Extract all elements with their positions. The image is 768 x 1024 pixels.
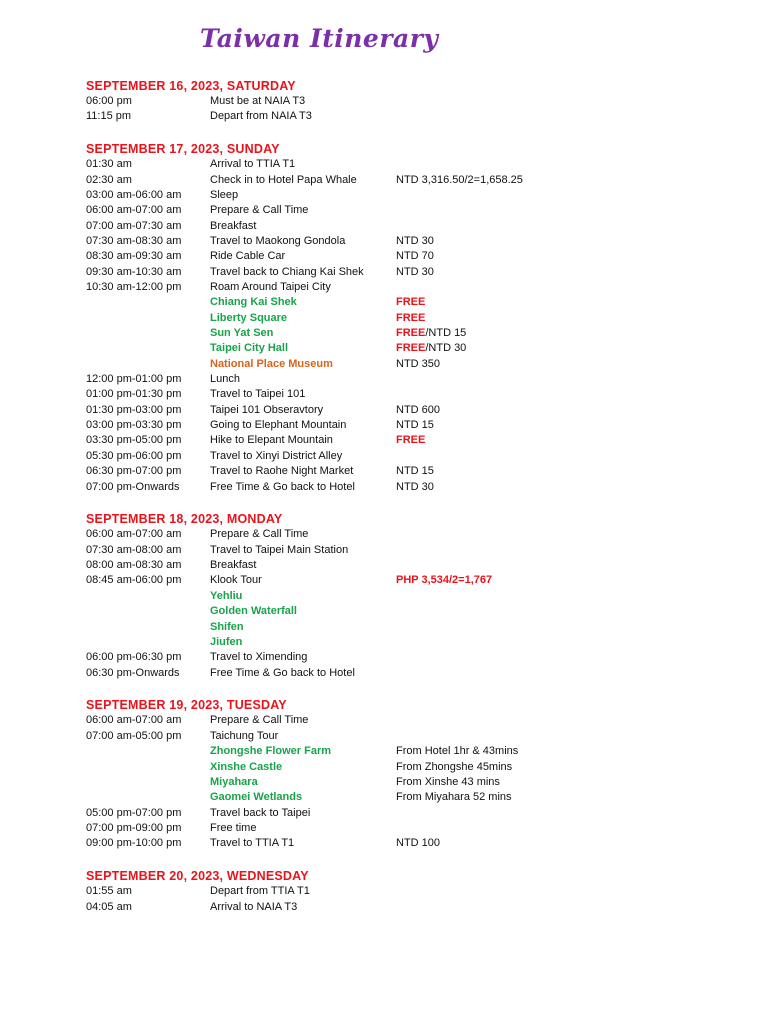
schedule-row	[86, 280, 726, 295]
cost-cell	[396, 760, 512, 775]
cost-value: PHP 3,534/2=1,767	[396, 574, 493, 587]
activity-cell: Going to Elephant Mountain	[210, 419, 347, 432]
cost-value: FREE	[396, 311, 426, 324]
activity-cell: Yehliu	[210, 589, 243, 602]
cost-value: NTD 600	[396, 403, 441, 416]
cost-value: From Xinshe 43 mins	[396, 775, 500, 788]
time-cell: 05:00 pm-07:00 pm	[86, 806, 182, 819]
activity-cell: Taichung Tour	[210, 729, 279, 742]
cost-extra: /NTD 15	[425, 327, 467, 340]
cost-value: NTD 3,316.50/2=1,658.25	[396, 173, 523, 186]
day-section	[86, 78, 726, 125]
schedule-row	[86, 527, 726, 542]
schedule-row	[86, 589, 726, 604]
activity-cell: Free Time & Go back to Hotel	[210, 480, 355, 493]
day-section	[86, 868, 726, 915]
schedule-row	[86, 173, 726, 188]
day-header: SEPTEMBER 17, 2023, SUNDAY	[86, 142, 280, 157]
activity-cell: Hike to Elepant Mountain	[210, 434, 333, 447]
schedule-row	[86, 433, 726, 448]
time-cell: 08:45 am-06:00 pm	[86, 574, 182, 587]
activity-cell: Taipei City Hall	[210, 342, 289, 355]
activity-cell: Travel to Taipei 101	[210, 388, 306, 401]
activity-cell: Shifen	[210, 620, 244, 633]
day-header: SEPTEMBER 16, 2023, SATURDAY	[86, 79, 296, 93]
schedule-row	[86, 94, 726, 109]
activity-cell: Travel to Xinyi District Alley	[210, 449, 343, 462]
time-cell: 03:00 pm-03:30 pm	[86, 419, 182, 432]
activity-cell: Arrival to TTIA T1	[210, 158, 296, 171]
page-title: Taiwan Itinerary	[200, 24, 439, 53]
activity-cell: Zhongshe Flower Farm	[210, 745, 332, 758]
schedule-row	[86, 326, 726, 341]
day-section	[86, 697, 726, 851]
cost-cell	[396, 295, 425, 310]
cost-value: NTD 70	[396, 250, 434, 263]
activity-cell: Ride Cable Car	[210, 250, 286, 263]
cost-cell	[396, 265, 434, 280]
time-cell: 06:30 pm-Onwards	[86, 666, 180, 679]
schedule-row	[86, 821, 726, 836]
time-cell: 07:00 am-05:00 pm	[86, 729, 182, 742]
schedule-row	[86, 219, 726, 234]
activity-cell: Travel to TTIA T1	[210, 837, 295, 850]
schedule-row	[86, 635, 726, 650]
activity-cell: Travel back to Chiang Kai Shek	[210, 265, 364, 278]
cost-cell	[396, 249, 434, 264]
schedule-row	[86, 713, 726, 728]
schedule-row	[86, 203, 726, 218]
time-cell: 06:00 am-07:00 am	[86, 204, 182, 217]
cost-cell	[396, 403, 440, 418]
schedule-row	[86, 729, 726, 744]
activity-cell: Travel to Maokong Gondola	[210, 235, 346, 247]
cost-value: NTD 30	[396, 235, 434, 247]
cost-value: NTD 100	[396, 837, 441, 850]
schedule-row	[86, 387, 726, 402]
time-cell: 06:00 am-07:00 am	[86, 528, 182, 541]
cost-value: FREE	[396, 327, 426, 340]
schedule-row	[86, 884, 726, 899]
time-cell: 08:00 am-08:30 am	[86, 559, 182, 572]
schedule-row	[86, 604, 726, 619]
day-header: SEPTEMBER 20, 2023, WEDNESDAY	[86, 869, 309, 884]
time-cell: 01:30 pm-03:00 pm	[86, 403, 182, 416]
day-section	[86, 511, 726, 680]
activity-cell: Prepare & Call Time	[210, 204, 309, 217]
cost-cell	[396, 464, 434, 479]
cost-cell	[396, 311, 425, 326]
time-cell: 07:00 pm-Onwards	[86, 480, 180, 493]
cost-value: From Hotel 1hr & 43mins	[396, 745, 519, 758]
schedule-row	[86, 464, 726, 479]
activity-cell: Taipei 101 Obseravtory	[210, 403, 324, 416]
schedule-row	[86, 249, 726, 264]
activity-cell: Golden Waterfall	[210, 605, 297, 618]
time-cell: 09:00 pm-10:00 pm	[86, 837, 182, 850]
day-header: SEPTEMBER 18, 2023, MONDAY	[86, 512, 283, 527]
activity-cell: Travel to Raohe Night Market	[210, 465, 354, 478]
time-cell: 01:00 pm-01:30 pm	[86, 388, 182, 401]
cost-value: FREE	[396, 434, 426, 447]
cost-cell	[396, 790, 512, 805]
schedule-row	[86, 418, 726, 433]
activity-cell: Free time	[210, 821, 257, 834]
activity-cell: Travel to Taipei Main Station	[210, 543, 349, 556]
cost-cell	[396, 234, 434, 249]
schedule-row	[86, 573, 726, 588]
cost-cell	[396, 341, 466, 356]
cost-value: From Miyahara 52 mins	[396, 791, 512, 804]
time-cell: 07:00 pm-09:00 pm	[86, 821, 182, 834]
schedule-row	[86, 295, 726, 310]
time-cell: 04:05 am	[86, 900, 132, 913]
schedule-row	[86, 790, 726, 805]
time-cell: 06:30 pm-07:00 pm	[86, 465, 182, 478]
activity-cell: Gaomei Wetlands	[210, 791, 303, 804]
schedule-row	[86, 403, 726, 418]
schedule-row	[86, 372, 726, 387]
activity-cell: Lunch	[210, 373, 240, 386]
cost-cell	[396, 326, 466, 341]
activity-cell: Breakfast	[210, 219, 257, 232]
activity-cell: Travel to Ximending	[210, 651, 308, 664]
cost-cell	[396, 573, 492, 588]
activity-cell: Check in to Hotel Papa Whale	[210, 173, 357, 186]
schedule-row	[86, 760, 726, 775]
activity-cell: Prepare & Call Time	[210, 714, 309, 727]
cost-cell	[396, 357, 440, 372]
time-cell: 09:30 am-10:30 am	[86, 265, 182, 278]
schedule-row	[86, 157, 726, 172]
cost-value: NTD 15	[396, 465, 434, 478]
schedule-row	[86, 806, 726, 821]
cost-value: NTD 30	[396, 480, 434, 493]
time-cell: 07:30 am-08:00 am	[86, 543, 182, 556]
time-cell: 12:00 pm-01:00 pm	[86, 373, 182, 386]
cost-value: NTD 15	[396, 419, 434, 432]
cost-cell	[396, 744, 518, 759]
day-section	[86, 141, 726, 495]
activity-cell: Travel back to Taipei	[210, 806, 311, 819]
cost-cell	[396, 433, 425, 448]
activity-cell: Sun Yat Sen	[210, 327, 274, 340]
schedule-row	[86, 650, 726, 665]
schedule-row	[86, 775, 726, 790]
cost-cell	[396, 418, 434, 433]
schedule-row	[86, 109, 726, 124]
activity-cell: Chiang Kai Shek	[210, 296, 297, 309]
activity-cell: Breakfast	[210, 559, 257, 572]
time-cell: 11:15 pm	[86, 110, 132, 123]
time-cell: 06:00 pm	[86, 95, 132, 107]
day-header: SEPTEMBER 19, 2023, TUESDAY	[86, 698, 287, 713]
cost-value: FREE	[396, 296, 426, 309]
schedule-row	[86, 265, 726, 280]
schedule-row	[86, 449, 726, 464]
time-cell: 06:00 pm-06:30 pm	[86, 651, 182, 664]
time-cell: 05:30 pm-06:00 pm	[86, 449, 182, 462]
cost-value: From Zhongshe 45mins	[396, 760, 513, 773]
schedule-row	[86, 341, 726, 356]
cost-cell	[396, 173, 523, 188]
schedule-row	[86, 357, 726, 372]
cost-value: NTD 350	[396, 357, 441, 370]
cost-extra: /NTD 30	[425, 342, 467, 355]
time-cell: 06:00 am-07:00 am	[86, 714, 182, 727]
schedule-row	[86, 666, 726, 681]
cost-value: NTD 30	[396, 265, 434, 278]
cost-cell	[396, 480, 434, 495]
cost-cell	[396, 775, 500, 790]
activity-cell: Depart from NAIA T3	[210, 110, 312, 123]
time-cell: 02:30 am	[86, 173, 132, 186]
schedule-row	[86, 836, 726, 851]
activity-cell: Sleep	[210, 188, 239, 201]
activity-cell: Depart from TTIA T1	[210, 885, 310, 898]
activity-cell: Liberty Square	[210, 311, 288, 324]
schedule-row	[86, 543, 726, 558]
itinerary-content	[86, 78, 726, 931]
schedule-row	[86, 744, 726, 759]
activity-cell: Must be at NAIA T3	[210, 95, 306, 107]
time-cell: 03:00 am-06:00 am	[86, 188, 182, 201]
activity-cell: Roam Around Taipei City	[210, 281, 331, 294]
time-cell: 07:00 am-07:30 am	[86, 219, 182, 232]
activity-cell: Free Time & Go back to Hotel	[210, 666, 355, 679]
time-cell: 08:30 am-09:30 am	[86, 250, 182, 263]
cost-value: FREE	[396, 342, 426, 355]
schedule-row	[86, 620, 726, 635]
schedule-row	[86, 188, 726, 203]
schedule-row	[86, 311, 726, 326]
schedule-row	[86, 234, 726, 249]
schedule-row	[86, 480, 726, 495]
activity-cell: Jiufen	[210, 635, 243, 648]
activity-cell: Prepare & Call Time	[210, 528, 309, 541]
time-cell: 01:30 am	[86, 158, 132, 171]
cost-cell	[396, 836, 440, 851]
activity-cell: Arrival to NAIA T3	[210, 900, 298, 913]
schedule-row	[86, 558, 726, 573]
activity-cell: Miyahara	[210, 775, 258, 788]
schedule-row	[86, 900, 726, 915]
activity-cell: Xinshe Castle	[210, 760, 283, 773]
time-cell: 01:55 am	[86, 885, 132, 898]
activity-cell: National Place Museum	[210, 357, 333, 370]
time-cell: 10:30 am-12:00 pm	[86, 281, 182, 294]
time-cell: 07:30 am-08:30 am	[86, 235, 182, 247]
time-cell: 03:30 pm-05:00 pm	[86, 434, 182, 447]
activity-cell: Klook Tour	[210, 574, 262, 587]
